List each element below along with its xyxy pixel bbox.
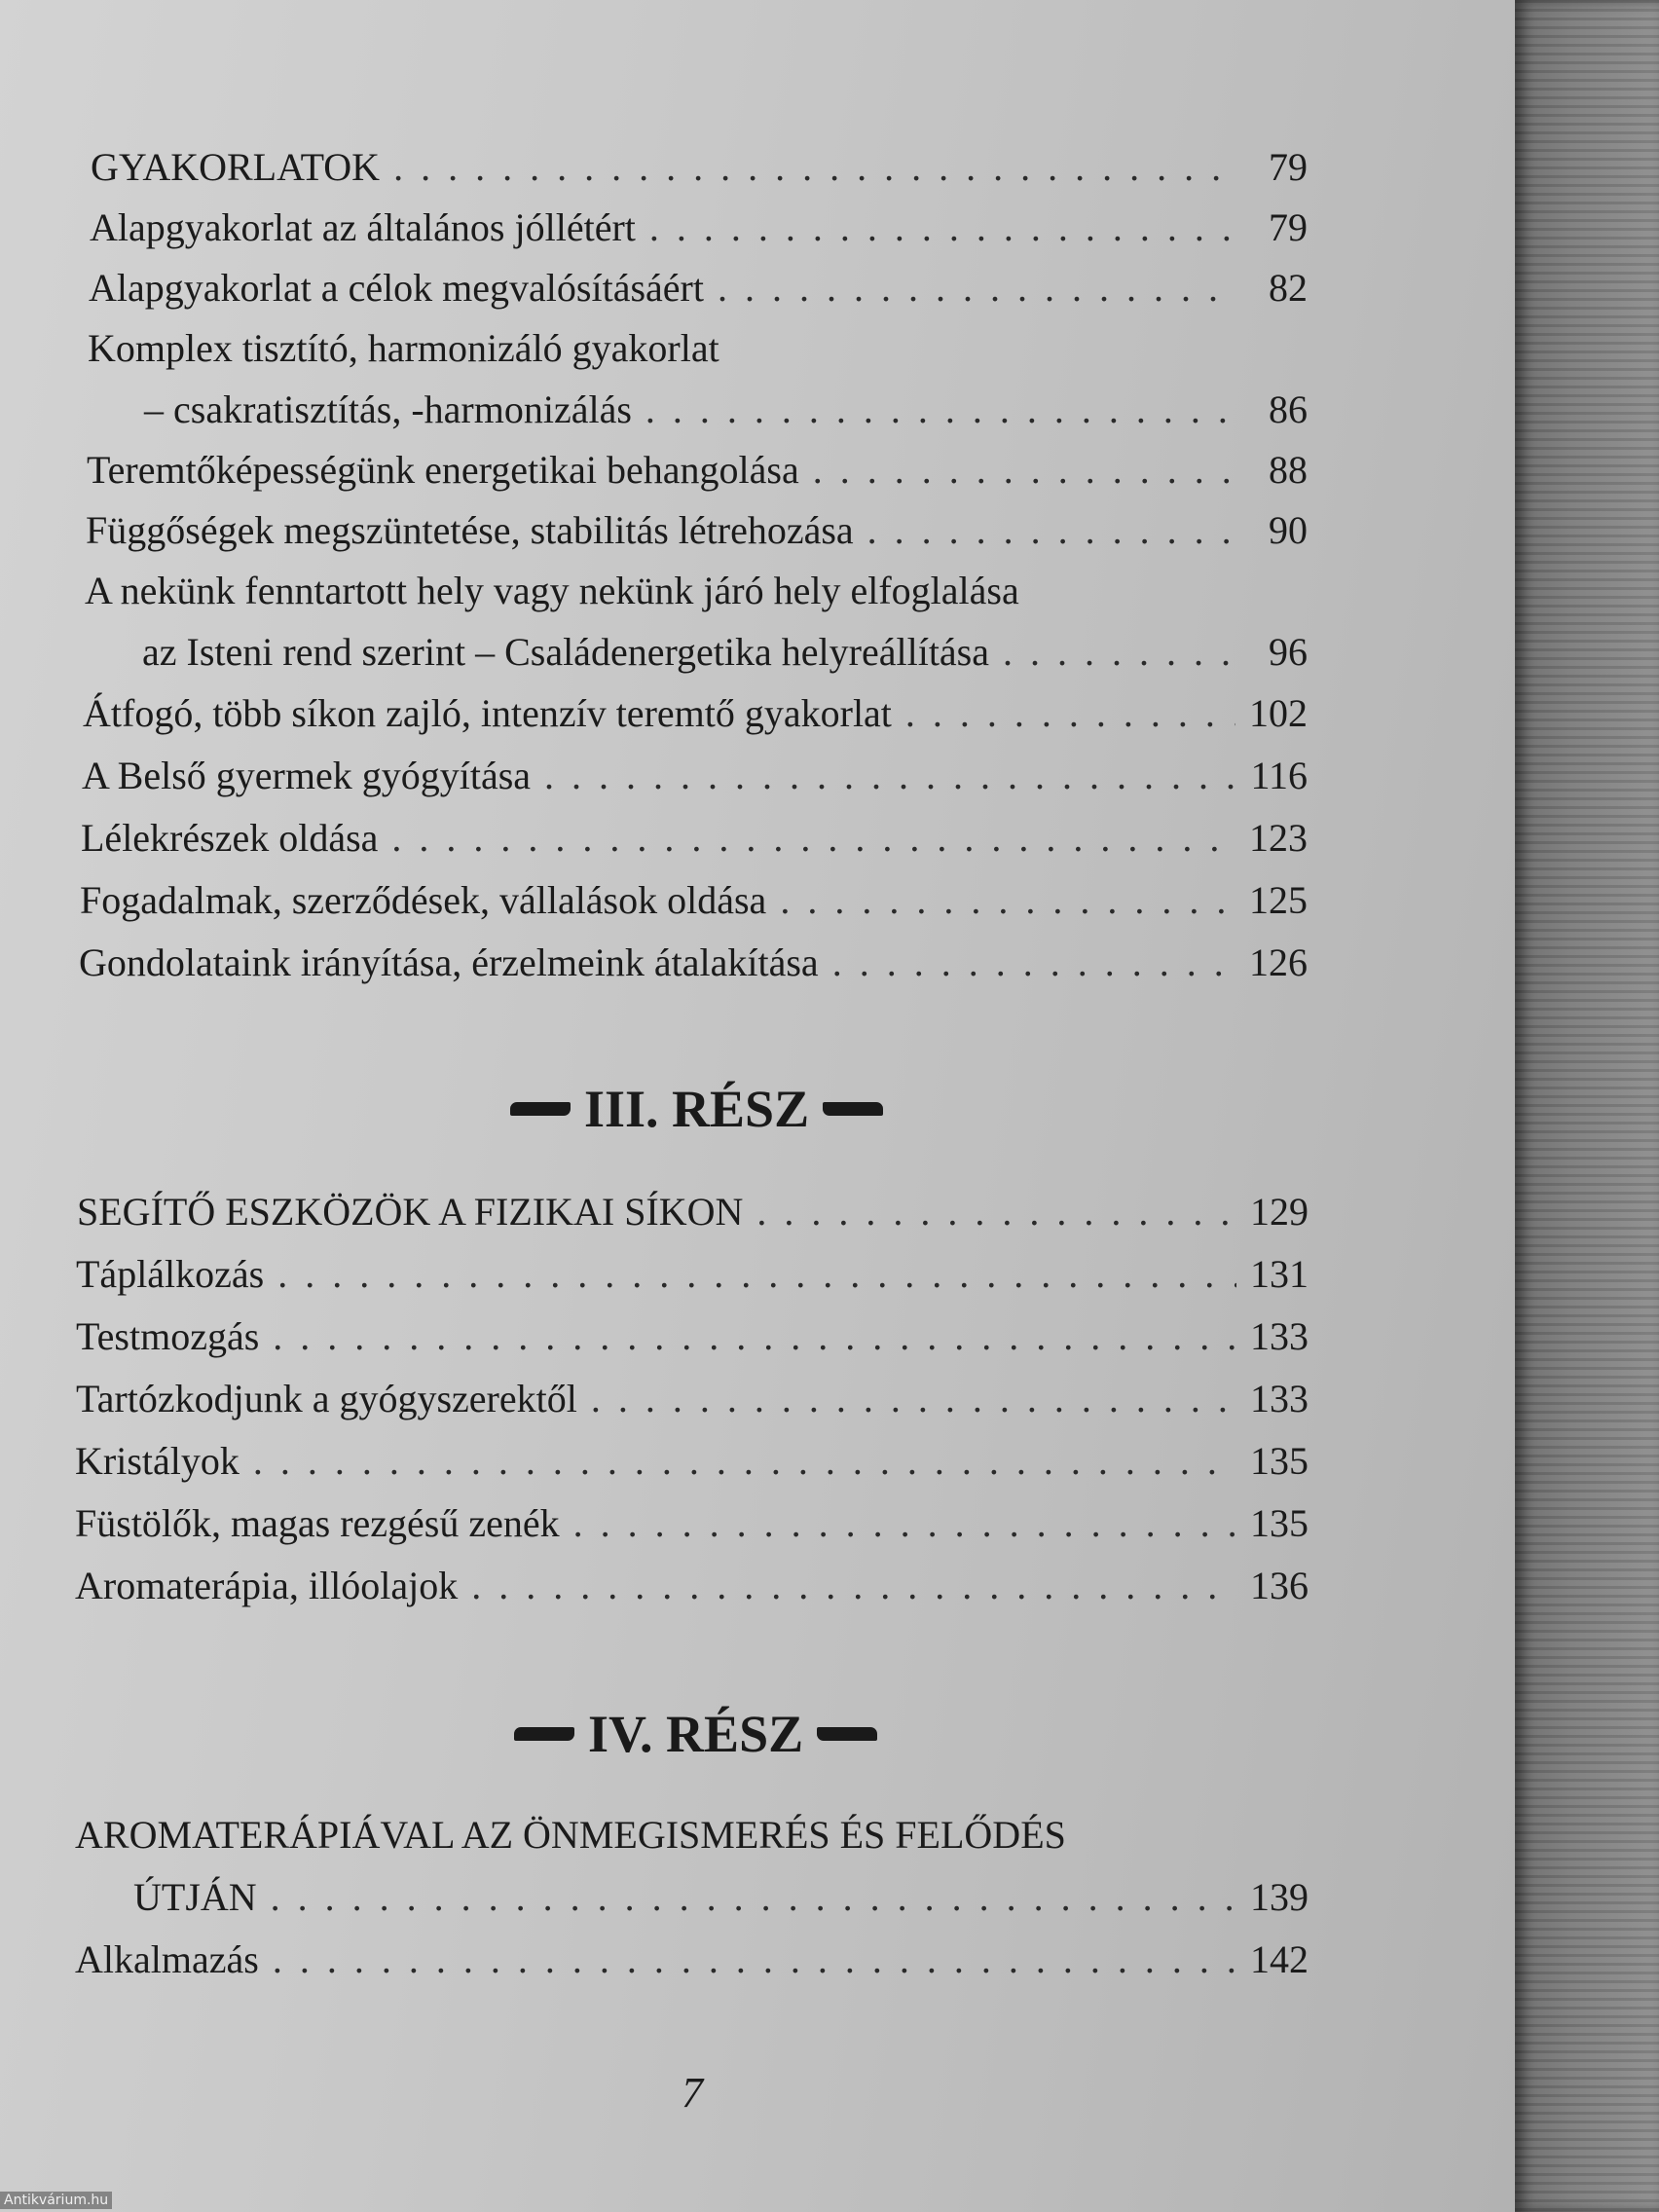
- left-ornament-icon: [510, 1102, 571, 1116]
- toc-entry-page: 129: [1250, 1190, 1309, 1234]
- toc-entry-page: 96: [1269, 630, 1308, 674]
- toc-entry-title: Kristályok: [75, 1439, 240, 1483]
- toc-entry: [77, 1190, 1309, 1234]
- toc-entry-title: ÚTJÁN: [133, 1875, 257, 1919]
- toc-entry-title: Lélekrészek oldása: [81, 816, 379, 860]
- toc-entry: [81, 816, 1308, 860]
- toc-entry-page: 79: [1269, 145, 1308, 189]
- toc-entry-title: Átfogó, több síkon zajló, intenzív teremtő gyakorlat: [83, 691, 892, 735]
- dot-leader: [277, 1255, 1236, 1294]
- dot-leader: [1003, 633, 1235, 672]
- toc-entry-page: 142: [1250, 1937, 1309, 1981]
- toc-entry-page: 135: [1250, 1501, 1309, 1545]
- toc-entry-page: 139: [1250, 1875, 1309, 1919]
- toc-entry: [142, 630, 1308, 674]
- toc-entry: [83, 691, 1308, 735]
- toc-entry: [133, 1875, 1309, 1919]
- toc-entry: [82, 756, 1308, 795]
- dot-leader: [780, 881, 1235, 920]
- dot-leader: [813, 451, 1235, 490]
- toc-entry-title: A Belső gyermek gyógyítása: [82, 754, 532, 797]
- book-spine-edge: [1515, 0, 1659, 2212]
- toc-entry-page: 82: [1269, 266, 1308, 310]
- toc-entry-title: Alapgyakorlat az általános jóllétért: [90, 205, 636, 249]
- toc-entry-page: 133: [1250, 1314, 1309, 1358]
- toc-entry: [76, 1377, 1309, 1420]
- toc-entry-page: 90: [1269, 508, 1308, 552]
- toc-entry: [79, 940, 1308, 984]
- dot-leader: [649, 208, 1235, 247]
- toc-entry-title: A nekünk fenntartott hely vagy nekünk járó hely elfoglalása: [85, 569, 1019, 612]
- toc-entry-page: 102: [1249, 691, 1308, 735]
- dot-leader: [573, 1504, 1236, 1543]
- dot-leader: [544, 756, 1235, 795]
- toc-entry-title: Fogadalmak, szerződések, vállalások oldása: [80, 878, 767, 922]
- toc-entry-title: Alapgyakorlat a célok megvalósításáért: [89, 266, 704, 310]
- dot-leader: [867, 511, 1235, 550]
- toc-entry-page: 88: [1269, 448, 1308, 492]
- toc-entry-title: Tartózkodjunk a gyógyszerektől: [76, 1377, 577, 1420]
- toc-entry: [89, 266, 1308, 310]
- toc-entry-page: 123: [1249, 816, 1308, 860]
- toc-entry-title: Testmozgás: [76, 1314, 260, 1358]
- dot-leader: [471, 1567, 1236, 1605]
- dot-leader: [645, 390, 1235, 429]
- toc-entry: [76, 1252, 1309, 1296]
- dot-leader: [271, 1878, 1236, 1917]
- toc-entry: [144, 387, 1308, 431]
- page-number: 7: [682, 2069, 703, 2117]
- toc-entry-title: Táplálkozás: [76, 1252, 265, 1296]
- left-ornament-icon: [514, 1727, 574, 1741]
- part-title: III. RÉSZ: [584, 1080, 810, 1138]
- toc-entry-page: 131: [1250, 1252, 1309, 1296]
- right-ornament-icon: [823, 1102, 883, 1116]
- part-heading: [514, 1704, 877, 1764]
- toc-entry: [87, 448, 1308, 492]
- toc-entry: [75, 1501, 1309, 1545]
- dot-leader: [905, 694, 1235, 733]
- part-heading: [510, 1079, 883, 1139]
- toc-entry: [86, 508, 1308, 552]
- toc-entry-page: 116: [1250, 754, 1308, 797]
- toc-entry-title: az Isteni rend szerint – Családenergetika helyreállítása: [142, 630, 989, 674]
- toc-entry-title: – csakratisztítás, -harmonizálás: [144, 387, 632, 431]
- right-ornament-icon: [817, 1727, 877, 1741]
- toc-entry-title: Teremtőképességünk energetikai behangolása: [87, 448, 799, 492]
- toc-entry: [80, 878, 1308, 922]
- watermark: Antikvárium.hu: [0, 2192, 112, 2209]
- toc-entry-title: Alkalmazás: [75, 1937, 259, 1981]
- toc-entry: [90, 205, 1308, 249]
- toc-entry: [75, 1564, 1309, 1607]
- toc-entry-page: 79: [1269, 205, 1308, 249]
- dot-leader: [393, 148, 1235, 187]
- toc-entry-title: Füstölők, magas rezgésű zenék: [75, 1501, 560, 1545]
- toc-entry-page: 135: [1250, 1439, 1309, 1483]
- toc-entry-page: 136: [1250, 1564, 1309, 1607]
- toc-entry: [76, 1314, 1309, 1358]
- dot-leader: [391, 819, 1235, 858]
- dot-leader: [756, 1193, 1236, 1232]
- dot-leader: [591, 1380, 1236, 1419]
- toc-entry-page: 126: [1249, 940, 1308, 984]
- toc-entry-title: Gondolataink irányítása, érzelmeink átalakítása: [79, 940, 819, 984]
- dot-leader: [273, 1940, 1236, 1979]
- toc-entry: [91, 145, 1308, 189]
- dot-leader: [273, 1317, 1236, 1356]
- dot-leader: [718, 269, 1235, 308]
- toc-entry-page: 86: [1269, 387, 1308, 431]
- toc-entry: [75, 1439, 1309, 1483]
- toc-entry-title: AROMATERÁPIÁVAL AZ ÖNMEGISMERÉS ÉS FELŐDÉS: [75, 1813, 1066, 1857]
- toc-entry-title: GYAKORLATOK: [91, 145, 381, 189]
- toc-entry: [75, 1937, 1309, 1981]
- part-title: IV. RÉSZ: [588, 1705, 804, 1763]
- dot-leader: [253, 1442, 1236, 1481]
- dot-leader: [832, 943, 1235, 982]
- toc-entry-title: SEGÍTŐ ESZKÖZÖK A FIZIKAI SÍKON: [77, 1190, 744, 1234]
- toc-entry-page: 133: [1250, 1377, 1309, 1420]
- toc-entry-title: Aromaterápia, illóolajok: [75, 1564, 459, 1607]
- toc-entry-title: Függőségek megszüntetése, stabilitás létrehozása: [86, 508, 854, 552]
- toc-entry-page: 125: [1249, 878, 1308, 922]
- toc-entry-title: Komplex tisztító, harmonizáló gyakorlat: [88, 326, 719, 370]
